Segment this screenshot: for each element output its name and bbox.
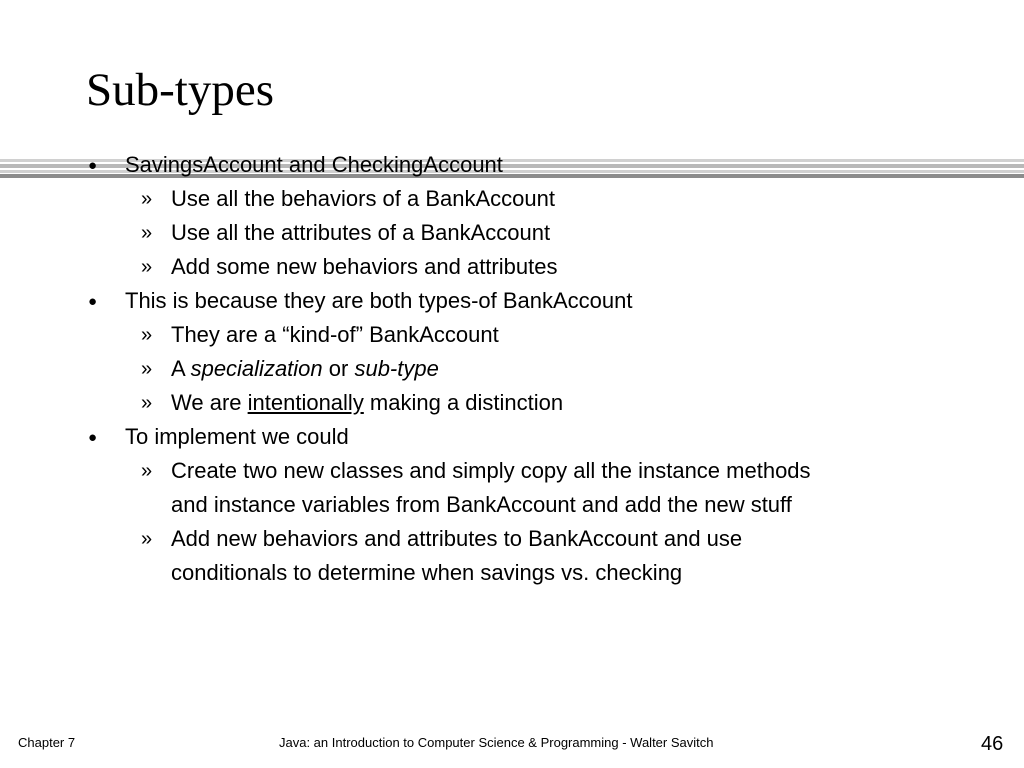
underlined-intentionally: intentionally — [247, 390, 364, 415]
subbullet-icon: » — [141, 528, 153, 550]
subbullet-icon: » — [141, 358, 153, 380]
subbullet-icon: » — [141, 222, 153, 244]
subbullet-item: Use all the attributes of a BankAccount — [171, 220, 551, 245]
subbullet-icon: » — [141, 392, 153, 414]
subbullet-text: A — [171, 356, 191, 381]
bullet-icon: ● — [88, 429, 98, 446]
footer-book-title: Java: an Introduction to Computer Science & Programming - Walter Savitch — [279, 735, 714, 750]
subbullet-text: We are — [171, 390, 248, 415]
emphasis-sub-type: sub-type — [354, 356, 439, 381]
subbullet-item: Use all the behaviors of a BankAccount — [171, 186, 556, 211]
subbullet-item: Add some new behaviors and attributes — [171, 254, 558, 279]
subbullet-item: Add new behaviors and attributes to BankAccount and use — [171, 526, 743, 551]
subbullet-item-continuation: and instance variables from BankAccount and add the new stuff — [171, 492, 792, 517]
subbullet-item — [171, 352, 439, 386]
emphasis-specialization: specialization — [190, 356, 323, 381]
bullet-icon: ● — [88, 157, 98, 174]
footer-page-number: 46 — [981, 733, 1004, 755]
bullet-item: To implement we could — [125, 424, 349, 449]
subbullet-icon: » — [141, 256, 153, 278]
subbullet-text: or — [322, 356, 355, 381]
bullet-item: This is because they are both types-of BankAccount — [125, 288, 633, 313]
footer-chapter: Chapter 7 — [18, 735, 76, 750]
subbullet-icon: » — [141, 188, 153, 210]
subbullet-item-continuation: conditionals to determine when savings vs. checking — [171, 560, 683, 585]
slide-title: Sub-types — [86, 64, 274, 116]
bullet-icon: ● — [88, 293, 98, 310]
subbullet-icon: » — [141, 324, 153, 346]
subbullet-item: They are a “kind-of” BankAccount — [171, 322, 499, 347]
bullet-item: SavingsAccount and CheckingAccount — [125, 152, 503, 177]
subbullet-item: Create two new classes and simply copy all the instance methods — [171, 458, 811, 483]
subbullet-item — [171, 386, 563, 420]
subbullet-text: making a distinction — [363, 390, 564, 415]
subbullet-icon: » — [141, 460, 153, 482]
